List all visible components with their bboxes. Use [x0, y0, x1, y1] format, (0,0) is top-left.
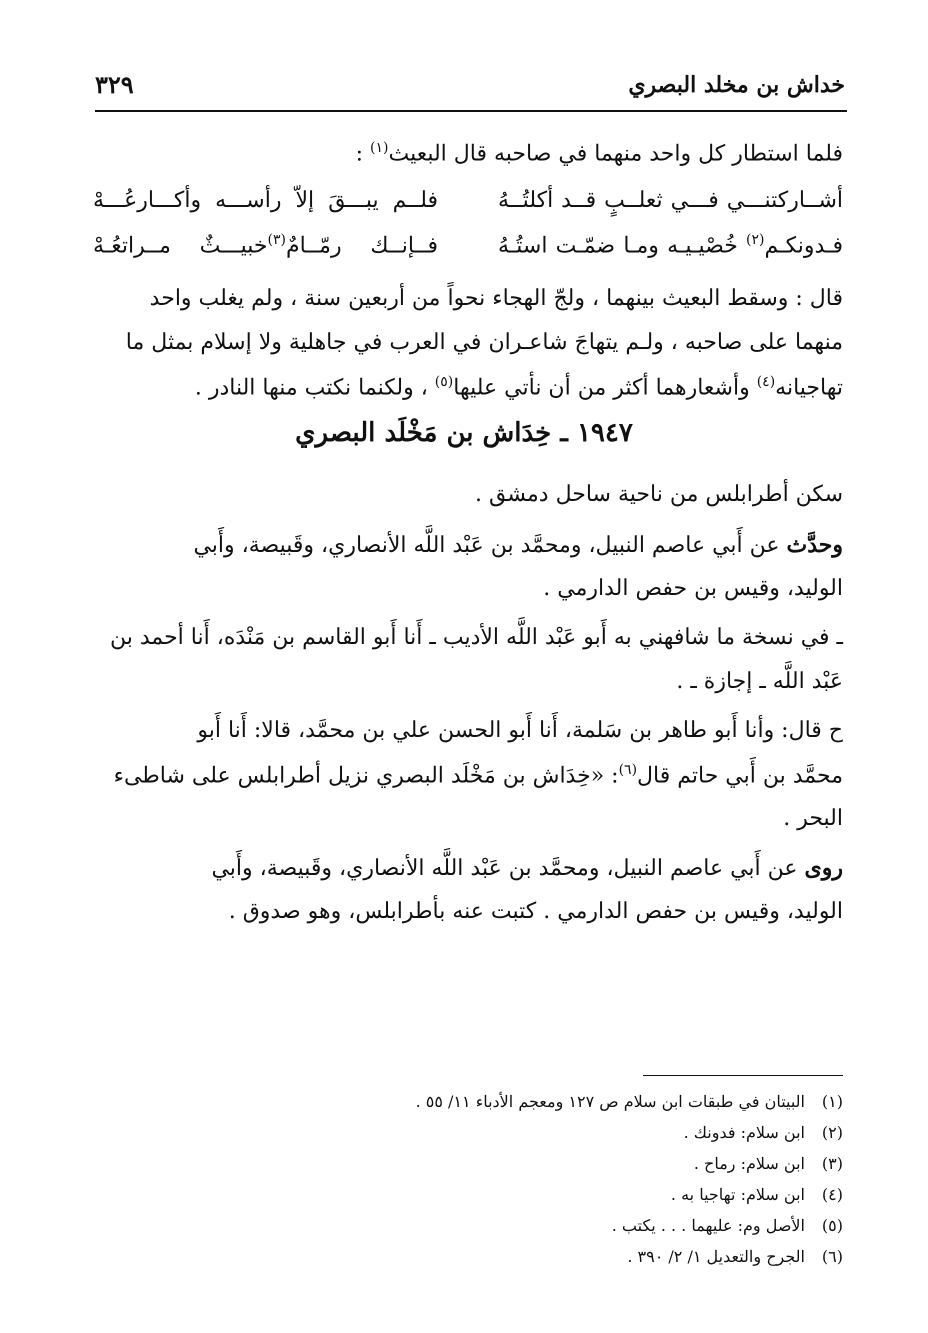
para1-line3-c: ، ولكنما نكتب منها النادر .	[194, 375, 435, 401]
para3-line1	[93, 532, 843, 558]
footnote	[243, 1185, 843, 1216]
footnotes	[243, 1092, 843, 1278]
para3-line1-text: عن أَبي عاصم النبيل، ومحمَّد بن عَبْد اللَّه الأنصاري، وقَبيصة، وأَبي	[193, 533, 787, 558]
para6-line1-text: عن أَبي عاصم النبيل، ومحمَّد بن عَبْد اللَّه الأنصاري، وقَبيصة، وأَبي	[211, 856, 805, 881]
verse-2-first-b: خُصْيـيـه ومـا ضمّـت استُـهُ	[498, 233, 747, 259]
intro-line	[93, 140, 843, 166]
footnote-rule	[643, 1075, 843, 1076]
verse-2-second-b: خبيـــثٌ مــراتعُـهْ	[93, 233, 268, 259]
footnote-number: (١)	[821, 1092, 843, 1111]
header-rule	[95, 110, 847, 112]
footnote-number: (٢)	[821, 1123, 843, 1142]
para1-line3-a: تهاجيانه	[775, 375, 843, 401]
footnote-number: (٥)	[821, 1216, 843, 1235]
verse-1	[93, 188, 843, 228]
footnote-ref-5: (٥)	[434, 374, 454, 390]
para3-line2: الوليد، وقيس بن حفص الدارمي .	[543, 576, 843, 601]
footnote	[243, 1123, 843, 1154]
para6-lead: روى	[804, 855, 843, 881]
para1-line2: منهما على صاحبه ، ولـم يتهاجَ شاعـران في العرب في جاهلية ولا إسلام بمثل ما	[125, 330, 843, 355]
para5-line2	[93, 762, 843, 788]
footnote-number: (٦)	[821, 1247, 843, 1266]
para1-line1: قال : وسقط البعيث بينهما ، ولجّ الهجاء نحواً من أربعين سنة ، ولم يغلب واحد	[149, 286, 843, 311]
footnote-text: الأصل وم: عليهما . . . يكتب .	[611, 1216, 805, 1235]
footnote-text: ابن سلام: فدونك .	[683, 1123, 805, 1142]
verse-2-second-a: فــإنــك رمّــامٌ	[285, 233, 438, 259]
footnote	[243, 1216, 843, 1247]
footnote-text: ابن سلام: تهاجيا به .	[670, 1185, 805, 1204]
footnote-text: ابن سلام: رماح .	[693, 1154, 805, 1173]
footnote-number: (٣)	[821, 1154, 843, 1173]
para1-line3-b: وأشعارهما أكثر من أن نأتي عليها	[453, 375, 757, 401]
para5-line2-b: : «خِدَاش بن مَخْلَد البصري نزيل أطرابلس على شاطىء	[113, 763, 619, 789]
para2: سكن أطرابلس من ناحية ساحل دمشق .	[475, 482, 843, 507]
footnote-text: الجرح والتعديل ١/ ٢/ ٣٩٠ .	[627, 1247, 805, 1266]
para4-line1: ـ في نسخة ما شافهني به أَبو عَبْد اللَّه الأديب ـ أَنا أَبو القاسم بن مَنْدَه، أَنا أحمد بن	[109, 625, 843, 650]
page-number: ٣٢٩	[95, 70, 134, 99]
footnote-text: البيتان في طبقات ابن سلام ص ١٢٧ ومعجم الأدباء ١١/ ٥٥ .	[415, 1092, 805, 1111]
para5-line3: البحر .	[783, 806, 843, 831]
footnote-ref-4: (٤)	[756, 374, 776, 390]
footnote-ref-6: (٦)	[618, 762, 638, 778]
footnote-ref-3: (٣)	[267, 232, 286, 248]
entry-heading: ١٩٤٧ ـ خِدَاش بن مَخْلَد البصري	[295, 418, 633, 448]
intro-text: فلما استطار كل واحد منهما في صاحبه قال البعيث	[388, 141, 843, 167]
footnote	[243, 1092, 843, 1123]
verse-2-first-hemistich	[498, 232, 843, 258]
footnote	[243, 1154, 843, 1185]
verse-2-second-hemistich	[93, 232, 438, 258]
footnote-ref-2: (٢)	[746, 232, 765, 248]
running-title: خداش بن مخلد البصري	[628, 72, 845, 98]
footnote	[243, 1247, 843, 1278]
para5-line2-a: محمَّد بن أَبي حاتم قال	[637, 763, 843, 789]
footnote-ref-1: (١)	[370, 140, 389, 156]
para6-line1	[93, 855, 843, 881]
para6-line2: الوليد، وقيس بن حفص الدارمي . كتبت عنه بأطرابلس، وهو صدوق .	[228, 899, 843, 924]
footnote-number: (٤)	[821, 1185, 843, 1204]
running-header	[95, 62, 845, 110]
para1-line3	[93, 374, 843, 400]
verse-2-first-a: فـدونكـم	[764, 233, 843, 259]
verse-1-second-hemistich: فلــم يبـــقَ إلاّ رأســـه وأكـــارعُـــهْ	[93, 188, 438, 213]
para4-line2: عَبْد اللَّه ـ إجازة ـ .	[676, 669, 843, 694]
verse-2	[93, 232, 843, 272]
para3-lead: وحدَّث	[786, 532, 843, 558]
verse-1-first-hemistich: أشــاركتنـــي فـــي ثعلــبٍ قــد أكلتُــهُ	[498, 188, 843, 213]
intro-tail: :	[355, 141, 371, 167]
para5-line1: ح قال: وأنا أَبو طاهر بن سَلمة، أَنا أَبو الحسن علي بن محمَّد، قالا: أَنا أَبو	[197, 718, 843, 743]
